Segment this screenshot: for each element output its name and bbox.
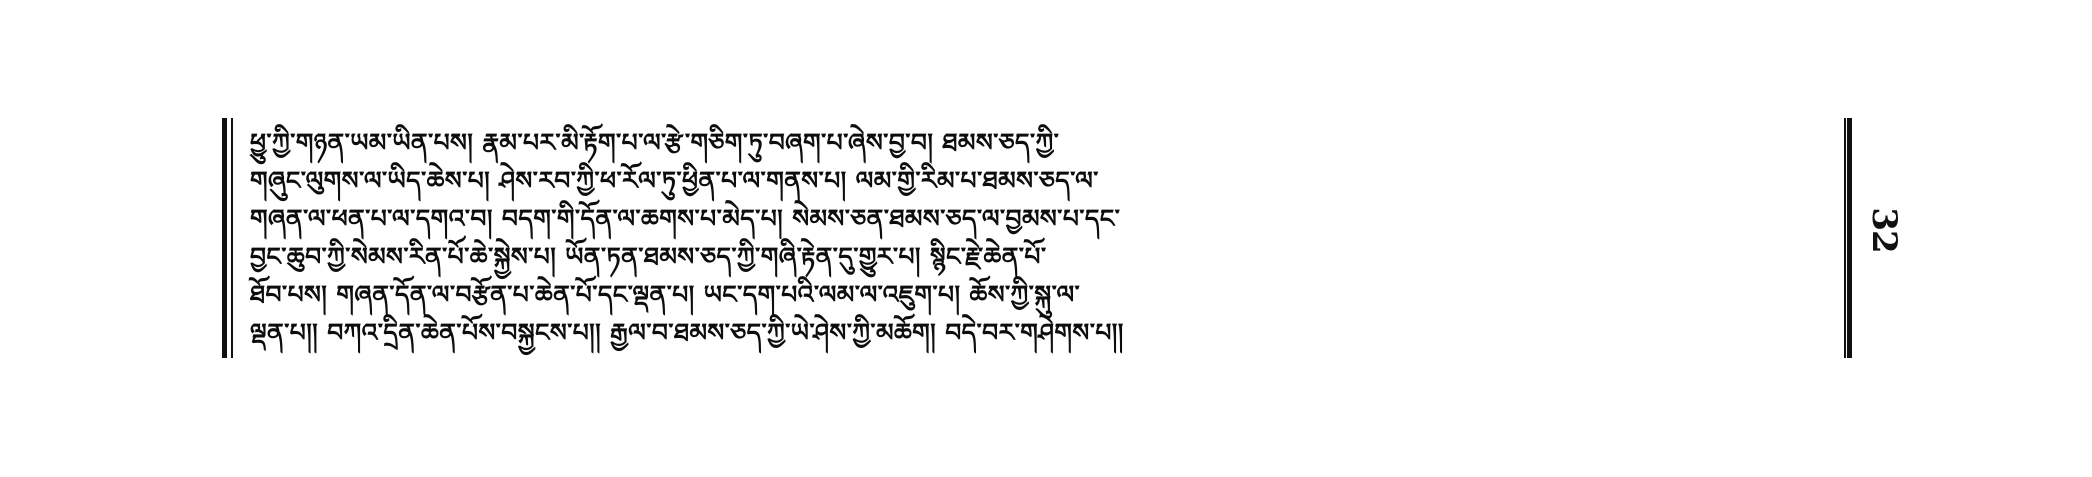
text-line-2: གཞུང་ལུགས་ལ་ཡིད་ཆེས་པ། ཤེས་རབ་ཀྱི་ཕ་རོལ་ཏུ་ཕྱིན་པ་ལ་གནས་པ། ལམ་གྱི་རིམ་པ་ཐམས་ཅད་ལ་ xyxy=(250,166,1099,195)
text-line-1: ཕྱུ་ཀྱི་གཉན་ཡམ་ཡིན་པས། རྣམ་པར་མི་རྟོག་པ་ལ་རྩེ་གཅིག་ཏུ་བཞག་པ་ཞེས་བྱ་བ། ཐམས་ཅད་ཀྱི་ xyxy=(250,128,1060,157)
text-block xyxy=(250,124,1828,354)
text-line-4: བྱང་ཆུབ་ཀྱི་སེམས་རིན་པོ་ཆེ་སྐྱེས་པ། ཡོན་ཏན་ཐམས་ཅད་ཀྱི་གཞི་རྟེན་དུ་གྱུར་པ། སྙིང་རྗེ་ཆེན་པོ་ xyxy=(250,242,1047,271)
text-line-6: ལྡན་པ།། བཀའ་དྲིན་ཆེན་པོས་བསྐྱངས་པ།། རྒྱལ་བ་ཐམས་ཅད་ཀྱི་ཡེ་ཤེས་ཀྱི་མཆོག། བདེ་བར་གཤེགས་པ།། xyxy=(250,318,1124,347)
folio-frame xyxy=(222,118,1858,358)
folio-number: 32 xyxy=(1864,207,1904,253)
right-border-thin-rule xyxy=(1844,118,1846,358)
right-border-thick-rule xyxy=(1847,118,1852,358)
text-line-5: ཐོབ་པས། གཞན་དོན་ལ་བརྩོན་པ་ཆེན་པོ་དང་ལྡན་པ། ཡང་དག་པའི་ལམ་ལ་འཇུག་པ། ཆོས་ཀྱི་སྐུ་ལ་ xyxy=(250,280,1081,309)
text-line-3: གཞན་ལ་ཕན་པ་ལ་དགའ་བ། བདག་གི་དོན་ལ་ཆགས་པ་མེད་པ། སེམས་ཅན་ཐམས་ཅད་ལ་བྱམས་པ་དང་ xyxy=(250,204,1121,233)
left-border-thin-rule xyxy=(231,118,233,358)
left-border-thick-rule xyxy=(222,118,227,358)
